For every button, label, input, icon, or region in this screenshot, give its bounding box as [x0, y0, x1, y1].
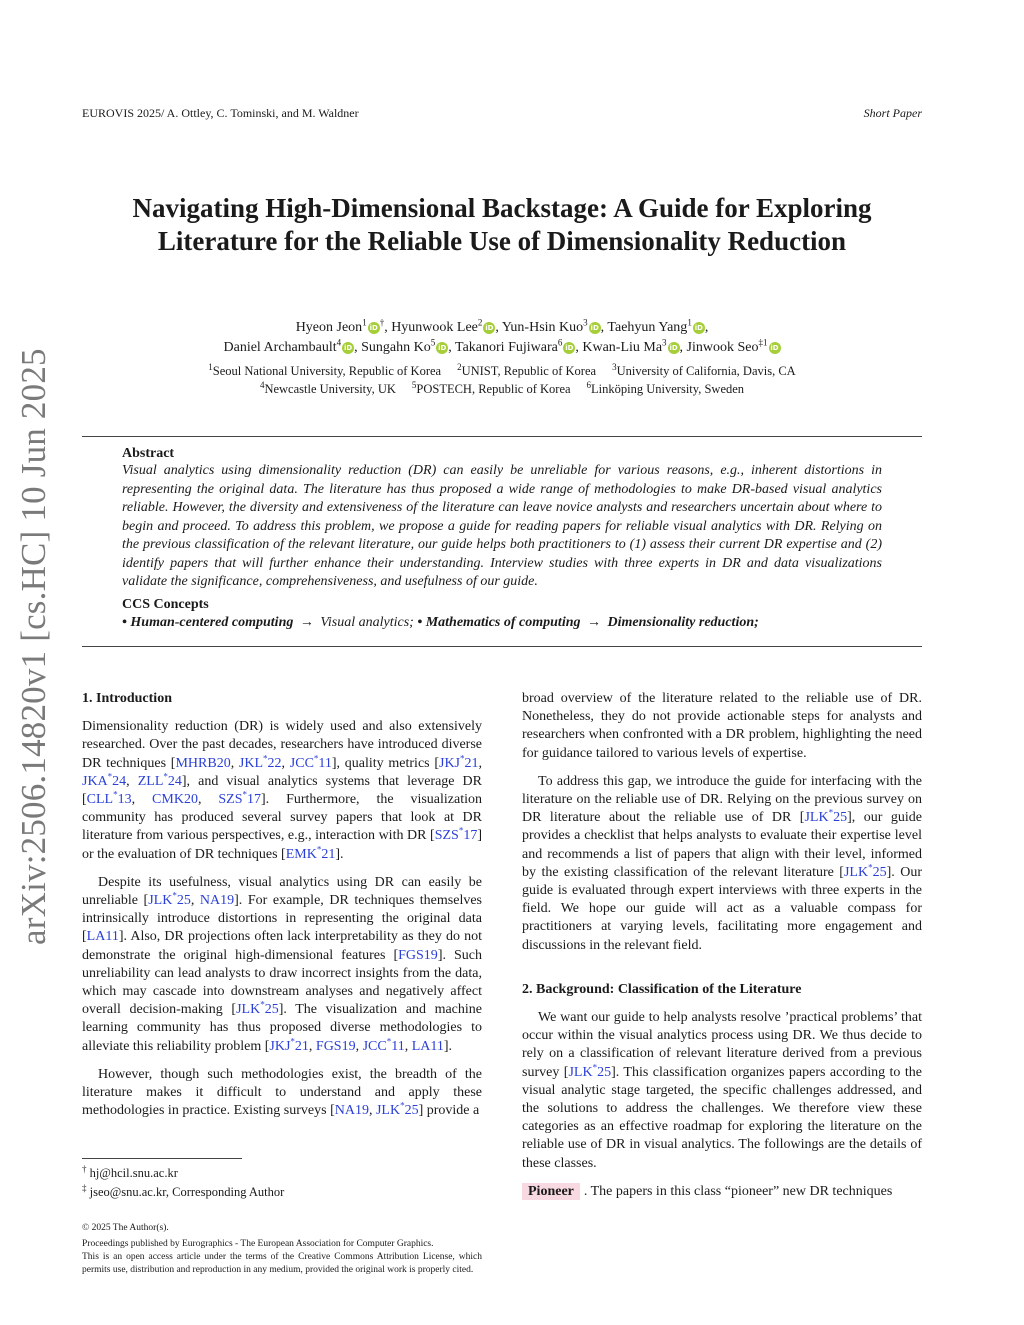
abstract-heading: Abstract	[122, 446, 175, 461]
ccs-concepts	[122, 615, 759, 631]
author-affil-number: 1	[362, 317, 367, 328]
background-paragraph	[522, 1009, 922, 1173]
citation-link[interactable]: SZS*17	[434, 825, 478, 844]
title-line-1: Navigating High-Dimensional Backstage: A Guide for Exploring	[132, 193, 872, 223]
citation-link[interactable]: ZLL*24	[137, 771, 182, 789]
text-run: ]. Also, DR projections often lack interpretability as they do not demonstrate the original high-dimensional features [	[82, 929, 482, 963]
citation-link[interactable]: NA19	[334, 1103, 369, 1119]
orcid-icon[interactable]: iD	[694, 324, 703, 332]
citation-link[interactable]: CMK20	[152, 792, 198, 808]
footnote-rule	[82, 1158, 242, 1159]
author-footnote-mark: ‡	[758, 337, 763, 348]
citation-link[interactable]: SZS*17	[218, 789, 261, 808]
citation-link[interactable]: JLK*25	[568, 1062, 612, 1080]
proceedings-line: Proceedings published by Eurographics - The European Association for Computer Graphics.	[82, 1239, 434, 1249]
affiliation-name: Newcastle University, UK	[264, 382, 396, 396]
text-run: ,	[404, 1038, 412, 1054]
author-affil-number: 2	[477, 317, 483, 328]
affiliation	[612, 361, 796, 378]
ccs-item-2-sub: Dimensionality reduction;	[607, 615, 759, 630]
text-run: ], our guide provides a checklist that helps analysts to evaluate their expertise level and recommends a list of papers that align with their level, informed by the existing classification of the relevant literature [	[522, 810, 922, 880]
affiliation	[457, 361, 597, 378]
affiliation-list	[82, 362, 922, 398]
footnote-1-text: hj@hcil.snu.ac.kr	[89, 1166, 178, 1180]
author: Hyunwook Lee	[391, 320, 478, 335]
citation-link[interactable]: JLK*25	[843, 862, 887, 880]
orcid-icon[interactable]: iD	[438, 344, 447, 352]
title-line-2: Literature for the Reliable Use of Dimensionality Reduction	[157, 226, 847, 256]
author-affil-number: 5	[430, 337, 436, 348]
abstract-top-rule	[82, 436, 922, 437]
footnote-2-text: jseo@snu.ac.kr, Corresponding Author	[89, 1185, 285, 1199]
orcid-icon[interactable]: iD	[669, 344, 678, 352]
text-run: ,	[131, 792, 153, 808]
pioneer-text: . The papers in this class “pioneer” new DR techniques	[583, 1183, 893, 1199]
author: Kwan-Liu Ma	[582, 340, 663, 355]
text-run: However, though such methodologies exist, the breadth of the literature makes it difficult to understand and apply these methodologies in practice. Existing surveys [	[82, 1066, 482, 1119]
text-run: To address this gap, we introduce the guide for interfacing with the literature on the reliable use of DR. Relying on the previous survey on DR literature about the reliable use of DR [	[522, 773, 922, 826]
abstract-bottom-rule	[82, 646, 922, 647]
text-run: ] or the evaluation of DR techniques [	[82, 828, 482, 862]
citation-link[interactable]: JCC*11	[362, 1036, 405, 1054]
pioneer-tag: Pioneer	[522, 1183, 580, 1200]
orcid-icon[interactable]: iD	[770, 344, 779, 352]
paper-title	[82, 192, 922, 258]
affiliation-name: UNIST, Republic of Korea	[461, 364, 597, 378]
copyright-line: © 2025 The Author(s).	[82, 1223, 169, 1233]
text-run: ], quality metrics [	[331, 755, 439, 771]
affiliation-name: Linköping University, Sweden	[591, 382, 745, 396]
citation-link[interactable]: JCC*11	[289, 752, 332, 771]
text-run: ]. Such unreliability can lead analysts to draw incorrect insights from the data, which may cascade into downstream analyses and negatively affect overall decision-making [	[82, 947, 482, 1018]
right-paragraph-1	[522, 690, 922, 763]
ccs-item-1: • Human-centered computing	[122, 615, 294, 630]
affiliation-number: 2	[457, 361, 462, 372]
author-affil-number: 6	[557, 337, 563, 348]
text-run: We want our guide to help analysts resolve ’practical problems’ that occur within the visual analytics process using DR. We thus decide to rely on a classification of relevant literature derived from a previous survey [	[522, 1010, 922, 1080]
citation-link[interactable]: JKL*22	[238, 752, 282, 771]
orcid-icon[interactable]: iD	[485, 324, 494, 332]
text-run: ] provide a	[418, 1103, 480, 1119]
footnote-2-mark: ‡	[82, 1182, 87, 1193]
author: Jinwook Seo	[686, 340, 759, 355]
text-run: ,	[281, 755, 290, 771]
text-run: ]. Furthermore, the visualization community has produced several survey papers that look at DR literature from various perspectives, e.g., interaction with DR [	[82, 792, 483, 844]
citation-link[interactable]: LA11	[86, 929, 119, 945]
arxiv-stamp: arXiv:2506.14820v1 [cs.HC] 10 Jun 2025	[14, 348, 53, 945]
text-run: ]. For example, DR techniques themselves intrinsically introduce distortions in representing the original data [	[82, 893, 482, 945]
background-heading: 2. Background: Classification of the Literature	[522, 981, 802, 997]
citation-link[interactable]: MHRB20	[175, 755, 231, 771]
citation-link[interactable]: JKJ*21	[439, 752, 479, 771]
orcid-icon[interactable]: iD	[369, 324, 378, 332]
author: Daniel Archambault	[223, 340, 337, 355]
license-line: This is an open access article under the terms of the Creative Commons Attribution License, which permits use, distribution and reproduction in any medium, provided the original work is properly cited.	[82, 1252, 482, 1275]
text-run: ]. This classification organizes papers according to the visual analytic stage targeted, the specific challenges addressed, and the solutions to address the challenges. We therefore view these categories as an effective roadmap for exploring the literature on the reliable use of DR in visual analytics. The followings are the details of these classes.	[522, 1064, 922, 1171]
author: Yun-Hsin Kuo	[501, 320, 584, 335]
author-affil-number: 1	[687, 317, 692, 328]
citation-link[interactable]: JKJ*21	[269, 1036, 309, 1054]
footnote-1-mark: †	[82, 1163, 87, 1174]
citation-link[interactable]: JLK*25	[375, 1100, 419, 1119]
citation-link[interactable]: JKA*24	[82, 771, 127, 789]
footnote-2	[82, 1183, 284, 1202]
citation-link[interactable]: JLK*25	[804, 807, 848, 826]
text-run: ], and visual analytics systems that leverage DR [	[82, 773, 483, 808]
text-run: ,	[478, 755, 483, 771]
text-run: ,	[190, 893, 200, 909]
author-affil-number: 4	[336, 337, 342, 348]
abstract-text: Visual analytics using dimensionality reduction (DR) can easily be unreliable for various reasons, e.g., inherent distortions in representing the original data. The literature has thus proposed a wide range of methodologies to make DR-based visual analytics reliable. However, the diversity and extensiveness of the literature can leave novice analysts and researchers uncertain about where to begin and proceed. To address this problem, we propose a guide for reading papers for reliable visual analytics with DR. Relying on the previous classification of the relevant literature, our guide helps both practitioners to (1) assess their current DR expertise and (2) identify papers that will further enhance their understanding. Interview studies with three experts in DR and data visualizations validate the significance, comprehensiveness, and usefulness of our guide.	[122, 463, 882, 589]
author-footnote-mark: †	[379, 317, 385, 328]
ccs-heading: CCS Concepts	[122, 597, 209, 612]
author-affil-number: 3	[662, 337, 667, 348]
affiliation-name: Seoul National University, Republic of Korea	[212, 364, 442, 378]
author: Takanori Fujiwara	[455, 340, 558, 355]
text-run: broad overview of the literature related to the reliable use of DR. Nonetheless, they do not provide actionable steps for analysts and researchers when confronted with a DR problem, highlighting the need for guidance tailored to various levels of expertise.	[522, 691, 922, 761]
affiliation-number: 6	[586, 379, 592, 390]
footnote-1	[82, 1164, 284, 1183]
orcid-icon[interactable]: iD	[590, 324, 599, 332]
text-run: ,	[126, 773, 138, 789]
author-affil-number: 1	[763, 337, 768, 348]
affiliation-number: 3	[612, 361, 617, 372]
left-column	[82, 690, 482, 1130]
author: Taehyun Yang	[607, 320, 688, 335]
right-column	[522, 690, 922, 1211]
affiliation-name: POSTECH, Republic of Korea	[416, 382, 571, 396]
intro-paragraph-2	[82, 874, 482, 1056]
affiliation-number: 4	[259, 379, 265, 390]
ccs-item-2: • Mathematics of computing	[417, 615, 581, 630]
intro-heading: 1. Introduction	[82, 691, 172, 706]
author-list: Hyeon Jeon$^1$iD†, Hyunwook Lee$^2$iD , Yun-Hsin Kuo$^3$iD , Taehyun Yang$^1$iD , Daniel Archambault$^4$iD , Sungahn Ko$^5$iD , Takanori Fujiwara$^6$iD , Kwan-Liu Ma$^3$iD , Jinwook Seo$^{\ddagger 1}$iD	[223, 317, 779, 355]
orcid-icon[interactable]: iD	[565, 344, 574, 352]
orcid-icon[interactable]: iD	[344, 344, 353, 352]
intro-paragraph-1	[82, 718, 482, 864]
citation-link[interactable]: LA11	[411, 1038, 444, 1054]
text-run: ]. The visualization and machine learning community has thus proposed diverse methodologies to alleviate this reliability problem [	[82, 1002, 482, 1054]
text-run: ]. Our guide is evaluated through expert interviews with three experts in the field. We hope our guide will act as a valuable compass for practitioners at varying levels, facilitating more engagement and discussions in the relevant field.	[522, 864, 922, 953]
text-run: Despite its usefulness, visual analytics using DR can easily be unreliable [	[82, 874, 482, 909]
citation-link[interactable]: JLK*25	[148, 890, 191, 909]
ccs-arrow-2: →	[587, 615, 601, 630]
citation-link[interactable]: FGS19	[315, 1038, 356, 1054]
right-paragraph-2	[522, 773, 922, 955]
intro-paragraph-3	[82, 1066, 482, 1121]
text-run: ,	[355, 1038, 363, 1054]
affiliation-name: University of California, Davis, CA	[616, 364, 796, 378]
citation-link[interactable]: JLK*25	[236, 999, 279, 1018]
text-run: ].	[335, 846, 344, 862]
citation-link[interactable]: EMK*21	[285, 843, 336, 862]
affiliation	[259, 379, 396, 396]
ccs-item-1-sub: Visual analytics;	[320, 615, 414, 630]
text-run: ,	[197, 792, 219, 808]
affiliation	[208, 361, 442, 378]
copyright-footer	[82, 1222, 482, 1277]
footnotes	[82, 1164, 284, 1202]
citation-link[interactable]: NA19	[199, 893, 235, 909]
text-run: ,	[368, 1103, 376, 1119]
text-run: ,	[308, 1038, 316, 1054]
author-affil-number: 3	[583, 317, 588, 328]
affiliation	[586, 379, 745, 396]
author: Sungahn Ko	[361, 340, 431, 355]
author: Hyeon Jeon	[295, 320, 363, 335]
text-run: ,	[230, 755, 239, 771]
citation-link[interactable]: FGS19	[398, 947, 438, 963]
text-run: Dimensionality reduction (DR) is widely used and also extensively researched. Over the past decades, researchers have introduced diverse DR techniques [	[82, 719, 482, 771]
affiliation-number: 5	[411, 379, 417, 390]
pioneer-paragraph	[522, 1183, 922, 1201]
affiliation-number: 1	[208, 361, 213, 372]
affiliation	[411, 379, 571, 396]
running-header: EUROVIS 2025/ A. Ottley, C. Tominski, and M. Waldner	[82, 106, 359, 120]
citation-link[interactable]: CLL*13	[86, 789, 132, 808]
ccs-arrow-1: →	[299, 615, 314, 630]
text-run: ].	[443, 1038, 453, 1054]
paper-type: Short Paper	[863, 106, 922, 120]
